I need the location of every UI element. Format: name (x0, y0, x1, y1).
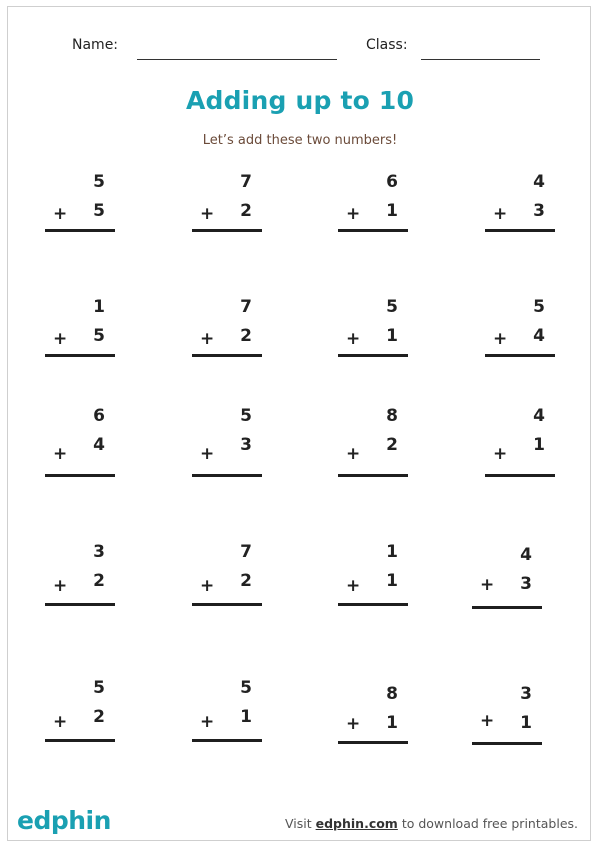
plus-sign: + (53, 444, 68, 464)
addend-top: 3 (520, 684, 532, 704)
problem-20 (472, 684, 546, 754)
answer-line (192, 474, 262, 477)
addend-bottom: 4 (533, 326, 545, 346)
addend-top: 5 (240, 406, 252, 426)
answer-line (485, 474, 555, 477)
plus-sign: + (346, 714, 361, 734)
problem-13 (45, 542, 119, 612)
addend-bottom: 1 (386, 713, 398, 733)
problem-9 (45, 406, 119, 476)
addend-bottom: 2 (386, 435, 398, 455)
answer-line (472, 606, 542, 609)
answer-line (192, 229, 262, 232)
edphin-logo: edphin (17, 806, 111, 835)
addend-bottom: 3 (520, 574, 532, 594)
footer-note (285, 816, 578, 831)
answer-line (338, 229, 408, 232)
addend-bottom: 1 (386, 571, 398, 591)
plus-sign: + (200, 712, 215, 732)
answer-line (45, 229, 115, 232)
problem-3 (338, 172, 412, 242)
addend-top: 5 (93, 172, 105, 192)
plus-sign: + (493, 329, 508, 349)
plus-sign: + (346, 444, 361, 464)
class-field-line[interactable] (421, 59, 540, 60)
addend-top: 7 (240, 542, 252, 562)
addend-top: 8 (386, 684, 398, 704)
plus-sign: + (200, 204, 215, 224)
addend-bottom: 1 (520, 713, 532, 733)
problem-2 (192, 172, 266, 242)
plus-sign: + (200, 329, 215, 349)
plus-sign: + (346, 329, 361, 349)
footer-link[interactable]: edphin.com (315, 816, 398, 831)
footer-prefix: Visit (285, 816, 316, 831)
plus-sign: + (480, 575, 495, 595)
answer-line (485, 229, 555, 232)
answer-line (45, 739, 115, 742)
answer-line (192, 739, 262, 742)
plus-sign: + (53, 712, 68, 732)
addend-bottom: 1 (533, 435, 545, 455)
answer-line (338, 603, 408, 606)
plus-sign: + (200, 444, 215, 464)
answer-line (192, 354, 262, 357)
answer-line (45, 354, 115, 357)
problem-19 (338, 684, 412, 754)
plus-sign: + (346, 204, 361, 224)
problem-17 (45, 678, 119, 748)
answer-line (338, 474, 408, 477)
answer-line (472, 742, 542, 745)
name-field-line[interactable] (137, 59, 337, 60)
answer-line (45, 603, 115, 606)
answer-line (192, 603, 262, 606)
addend-bottom: 2 (93, 571, 105, 591)
addend-top: 6 (93, 406, 105, 426)
problem-11 (338, 406, 412, 476)
addend-top: 1 (93, 297, 105, 317)
addend-bottom: 2 (240, 571, 252, 591)
addend-bottom: 2 (93, 707, 105, 727)
plus-sign: + (200, 576, 215, 596)
addend-top: 5 (240, 678, 252, 698)
problem-5 (45, 297, 119, 367)
addend-top: 3 (93, 542, 105, 562)
class-label: Class: (366, 37, 408, 53)
answer-line (45, 474, 115, 477)
addend-bottom: 1 (386, 201, 398, 221)
plus-sign: + (493, 204, 508, 224)
addend-top: 7 (240, 297, 252, 317)
plus-sign: + (53, 576, 68, 596)
addend-top: 4 (520, 545, 532, 565)
worksheet-subtitle: Let’s add these two numbers! (202, 133, 398, 148)
addend-bottom: 5 (93, 326, 105, 346)
addend-bottom: 5 (93, 201, 105, 221)
plus-sign: + (346, 576, 361, 596)
worksheet-title: Adding up to 10 (185, 86, 415, 115)
addend-top: 7 (240, 172, 252, 192)
plus-sign: + (493, 444, 508, 464)
addend-bottom: 2 (240, 201, 252, 221)
problem-7 (338, 297, 412, 367)
addend-top: 4 (533, 406, 545, 426)
addend-bottom: 4 (93, 435, 105, 455)
addend-bottom: 1 (386, 326, 398, 346)
problem-12 (485, 406, 559, 476)
addend-top: 4 (533, 172, 545, 192)
addend-top: 5 (533, 297, 545, 317)
addend-top: 5 (386, 297, 398, 317)
problem-15 (338, 542, 412, 612)
problem-6 (192, 297, 266, 367)
problem-18 (192, 678, 266, 748)
addend-bottom: 1 (240, 707, 252, 727)
addend-bottom: 2 (240, 326, 252, 346)
answer-line (338, 741, 408, 744)
addend-bottom: 3 (240, 435, 252, 455)
name-label: Name: (72, 37, 119, 53)
answer-line (338, 354, 408, 357)
addend-top: 5 (93, 678, 105, 698)
answer-line (485, 354, 555, 357)
addend-bottom: 3 (533, 201, 545, 221)
plus-sign: + (53, 204, 68, 224)
footer-suffix: to download free printables. (397, 816, 578, 831)
plus-sign: + (480, 711, 495, 731)
problem-14 (192, 542, 266, 612)
problem-10 (192, 406, 266, 476)
addend-top: 6 (386, 172, 398, 192)
problem-16 (472, 545, 546, 615)
addend-top: 8 (386, 406, 398, 426)
problem-8 (485, 297, 559, 367)
problem-4 (485, 172, 559, 242)
plus-sign: + (53, 329, 68, 349)
problem-1 (45, 172, 119, 242)
addend-top: 1 (386, 542, 398, 562)
